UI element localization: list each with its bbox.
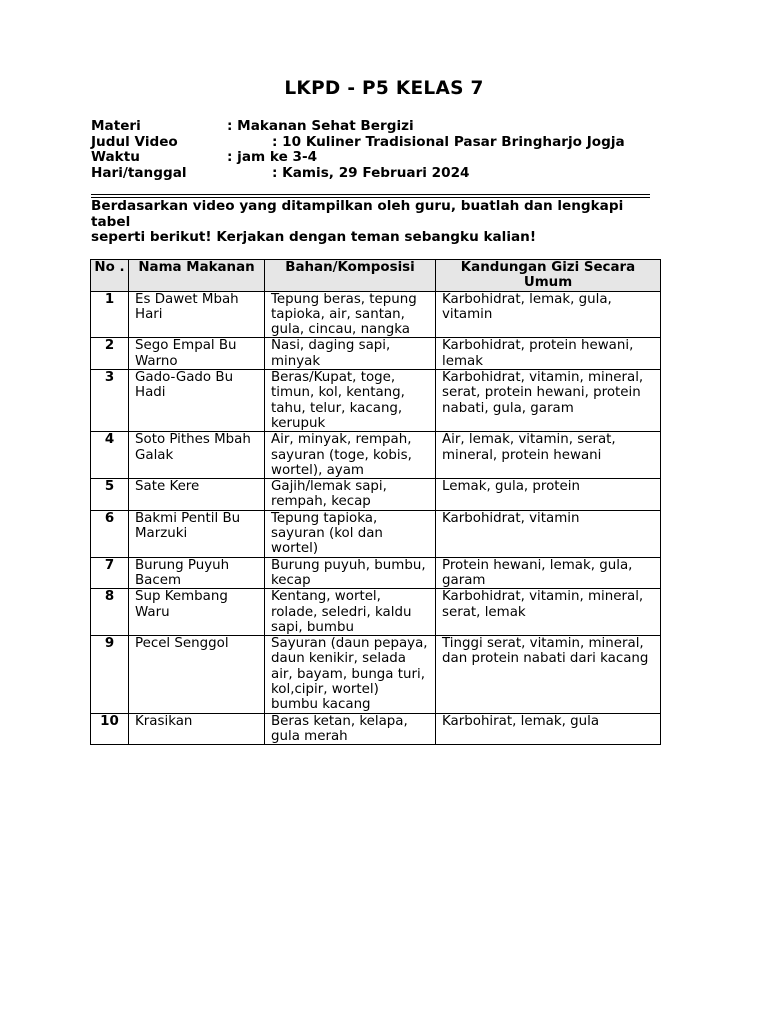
meta-label: Waktu [91, 149, 140, 165]
cell-kandungan-gizi: Lemak, gula, protein [436, 479, 661, 511]
meta-value: : Makanan Sehat Bergizi [227, 118, 414, 134]
divider-line [91, 194, 650, 195]
table-row [91, 432, 661, 479]
cell-bahan-komposisi: Kentang, wortel, rolade, seledri, kaldu sapi, bumbu [265, 589, 436, 636]
cell-no: 6 [91, 510, 129, 557]
header-kandungan-gizi: Kandungan Gizi Secara Umum [436, 260, 661, 292]
table-row [91, 713, 661, 745]
cell-bahan-komposisi: Nasi, daging sapi, minyak [265, 338, 436, 370]
cell-bahan-komposisi: Gajih/lemak sapi, rempah, kecap [265, 479, 436, 511]
table-row [91, 636, 661, 713]
meta-label: Judul Video [91, 133, 178, 150]
cell-nama-makanan: Es Dawet Mbah Hari [129, 291, 265, 338]
cell-no: 7 [91, 557, 129, 589]
table-row [91, 370, 661, 432]
table-row [91, 510, 661, 557]
page-title: LKPD - P5 KELAS 7 [284, 78, 484, 99]
cell-no: 5 [91, 479, 129, 511]
cell-nama-makanan: Soto Pithes Mbah Galak [129, 432, 265, 479]
cell-kandungan-gizi: Karbohidrat, lemak, gula, vitamin [436, 291, 661, 338]
cell-nama-makanan: Sate Kere [129, 479, 265, 511]
meta-value: : 10 Kuliner Tradisional Pasar Bringharjo Jogja [272, 133, 625, 150]
cell-no: 9 [91, 636, 129, 713]
table-row [91, 338, 661, 370]
table-row [91, 479, 661, 511]
header-nama-makanan: Nama Makanan [129, 260, 265, 292]
cell-nama-makanan: Sup Kembang Waru [129, 589, 265, 636]
cell-kandungan-gizi: Protein hewani, lemak, gula, garam [436, 557, 661, 589]
instruction-line: seperti berikut! Kerjakan dengan teman sebangku kalian! [91, 229, 537, 245]
cell-bahan-komposisi: Tepung beras, tepung tapioka, air, santan, gula, cincau, nangka [265, 291, 436, 338]
cell-kandungan-gizi: Karbohidrat, vitamin, mineral, serat, protein hewani, protein nabati, gula, garam [436, 370, 661, 432]
cell-nama-makanan: Bakmi Pentil Bu Marzuki [129, 510, 265, 557]
cell-kandungan-gizi: Air, lemak, vitamin, serat, mineral, protein hewani [436, 432, 661, 479]
table-row [91, 557, 661, 589]
cell-no: 8 [91, 589, 129, 636]
cell-kandungan-gizi: Tinggi serat, vitamin, mineral, dan protein nabati dari kacang [436, 636, 661, 713]
cell-nama-makanan: Krasikan [129, 713, 265, 745]
instruction-text [91, 199, 651, 246]
table-row [91, 291, 661, 338]
cell-kandungan-gizi: Karbohidrat, vitamin [436, 510, 661, 557]
cell-no: 2 [91, 338, 129, 370]
cell-nama-makanan: Gado-Gado Bu Hadi [129, 370, 265, 432]
cell-bahan-komposisi: Beras/Kupat, toge, timun, kol, kentang, tahu, telur, kacang, kerupuk [265, 370, 436, 432]
cell-no: 4 [91, 432, 129, 479]
header-bahan-komposisi: Bahan/Komposisi [265, 260, 436, 292]
cell-no: 1 [91, 291, 129, 338]
cell-kandungan-gizi: Karbohidrat, vitamin, mineral, serat, lemak [436, 589, 661, 636]
food-table [90, 259, 661, 745]
cell-no: 3 [91, 370, 129, 432]
cell-bahan-komposisi: Sayuran (daun pepaya, daun kenikir, selada air, bayam, bunga turi, kol,cipir, wortel) bumbu kacang [265, 636, 436, 713]
table-row [91, 589, 661, 636]
meta-label: Materi [91, 118, 141, 134]
meta-value: : jam ke 3-4 [227, 149, 318, 165]
cell-no: 10 [91, 713, 129, 745]
cell-nama-makanan: Burung Puyuh Bacem [129, 557, 265, 589]
table-header-row [91, 260, 661, 292]
cell-nama-makanan: Sego Empal Bu Warno [129, 338, 265, 370]
cell-bahan-komposisi: Tepung tapioka, sayuran (kol dan wortel) [265, 510, 436, 557]
meta-value: : Kamis, 29 Februari 2024 [272, 164, 470, 181]
cell-bahan-komposisi: Burung puyuh, bumbu, kecap [265, 557, 436, 589]
cell-nama-makanan: Pecel Senggol [129, 636, 265, 713]
header-no: No . [91, 260, 129, 292]
cell-bahan-komposisi: Air, minyak, rempah, sayuran (toge, kobis, wortel), ayam [265, 432, 436, 479]
instruction-line: Berdasarkan video yang ditampilkan oleh guru, buatlah dan lengkapi tabel [91, 198, 624, 230]
cell-kandungan-gizi: Karbohidrat, protein hewani, lemak [436, 338, 661, 370]
meta-label: Hari/tanggal [91, 164, 187, 181]
cell-bahan-komposisi: Beras ketan, kelapa, gula merah [265, 713, 436, 745]
cell-kandungan-gizi: Karbohirat, lemak, gula [436, 713, 661, 745]
